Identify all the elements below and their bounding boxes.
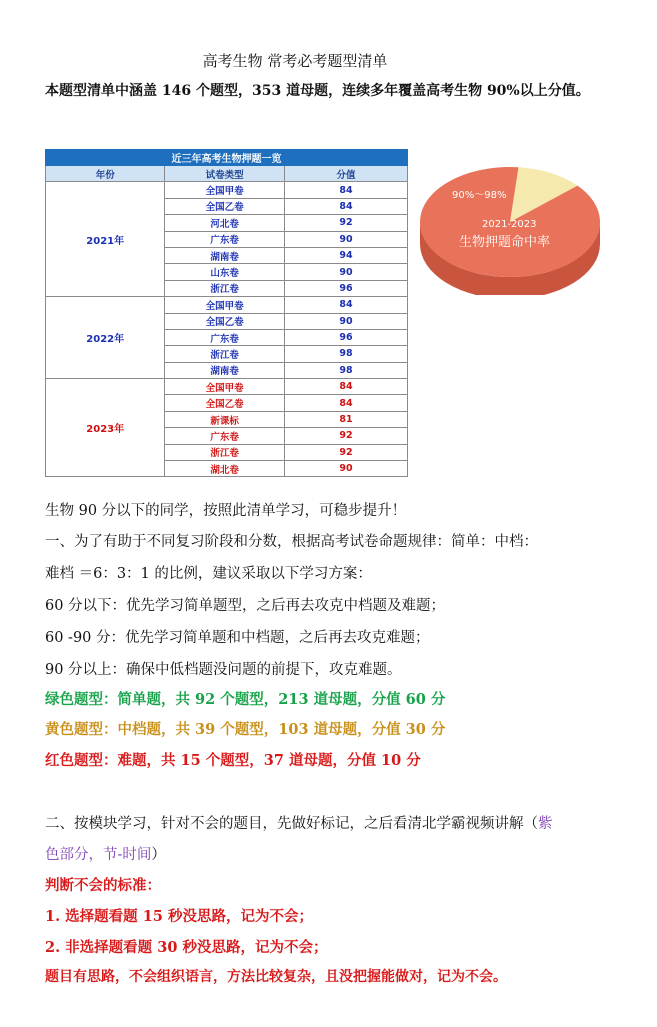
paper-type-cell: 新课标	[165, 411, 284, 427]
line-criteria-3: 题目有思路，不会组织语言，方法比较复杂，且没把握能做对，记为不会。	[45, 969, 507, 985]
intro-text: 本题型清单中涵盖 146 个题型，353 道母题，连续多年覆盖高考生物 90%以上分值。	[45, 83, 590, 99]
table-row	[46, 182, 408, 198]
paper-type-cell: 全国甲卷	[165, 379, 284, 395]
header-paper-type: 试卷类型	[165, 166, 284, 182]
line-strategy-2: 难档 ＝6：3：1 的比例，建议采取以下学习方案：	[45, 566, 372, 582]
score-cell: 98	[284, 346, 407, 362]
line-module-1	[45, 812, 553, 833]
line-green-type: 绿色题型：简单题，共 92 个题型，213 道母题，分值 60 分	[45, 691, 446, 708]
line-strategy-1: 一、为了有助于不同复习阶段和分数，根据高考试卷命题规律：简单：中档：	[45, 534, 538, 550]
score-table	[45, 149, 408, 477]
paper-type-cell: 浙江卷	[165, 444, 284, 460]
table-caption: 近三年高考生物押题一览	[46, 150, 408, 166]
paper-type-cell: 全国乙卷	[165, 198, 284, 214]
line-criteria-title: 判断不会的标准：	[45, 877, 161, 894]
year-cell: 2022年	[46, 297, 165, 379]
score-cell: 84	[284, 297, 407, 313]
score-cell: 90	[284, 313, 407, 329]
score-cell: 81	[284, 411, 407, 427]
module-purple: 紫	[538, 816, 553, 832]
line-below-60: 60 分以下：优先学习简单题型，之后再去攻克中档题及难题；	[45, 598, 446, 614]
line-encourage: 生物 90 分以下的同学，按照此清单学习，可稳步提升！	[45, 503, 407, 519]
score-cell: 94	[284, 247, 407, 263]
header-score: 分值	[284, 166, 407, 182]
module-text: 二、按模块学习，针对不会的题目，先做好标记，之后看清北学霸视频讲解（	[45, 816, 538, 832]
score-cell: 96	[284, 329, 407, 345]
header-year: 年份	[46, 166, 165, 182]
table-row	[46, 379, 408, 395]
year-cell: 2021年	[46, 182, 165, 297]
line-criteria-2: 2. 非选择题看题 30 秒没思路，记为不会；	[45, 939, 328, 956]
score-cell: 90	[284, 264, 407, 280]
paper-type-cell: 全国乙卷	[165, 313, 284, 329]
score-cell: 92	[284, 444, 407, 460]
module-close-paren: ）	[151, 847, 166, 863]
pie-label-text: 生物押题命中率	[459, 235, 551, 250]
line-module-2	[45, 843, 166, 864]
paper-type-cell: 湖南卷	[165, 247, 284, 263]
score-cell: 90	[284, 231, 407, 247]
hit-rate-pie-chart	[410, 160, 610, 295]
pie-range-label: 90%～98%	[452, 190, 507, 201]
pie-label-years: 2021-2023	[482, 219, 537, 230]
line-yellow-type: 黄色题型：中档题，共 39 个题型，103 道母题，分值 30 分	[45, 721, 446, 738]
paper-type-cell: 湖南卷	[165, 362, 284, 378]
page-title: 高考生物 常考必考题型清单	[202, 52, 388, 70]
score-cell: 92	[284, 215, 407, 231]
paper-type-cell: 全国乙卷	[165, 395, 284, 411]
line-criteria-1: 1. 选择题看题 15 秒没思路，记为不会；	[45, 908, 313, 925]
score-cell: 84	[284, 379, 407, 395]
year-cell: 2023年	[46, 379, 165, 477]
line-60-90: 60 -90 分：优先学习简单题和中档题，之后再去攻克难题；	[45, 630, 430, 646]
paper-type-cell: 河北卷	[165, 215, 284, 231]
paper-type-cell: 湖北卷	[165, 461, 284, 477]
paper-type-cell: 山东卷	[165, 264, 284, 280]
score-cell: 84	[284, 198, 407, 214]
score-cell: 92	[284, 428, 407, 444]
score-cell: 96	[284, 280, 407, 296]
score-cell: 84	[284, 182, 407, 198]
module-purple-2: 色部分，节-时间	[45, 847, 152, 863]
table-row	[46, 297, 408, 313]
paper-type-cell: 广东卷	[165, 329, 284, 345]
paper-type-cell: 全国甲卷	[165, 297, 284, 313]
line-above-90: 90 分以上：确保中低档题没问题的前提下，攻克难题。	[45, 662, 402, 678]
paper-type-cell: 广东卷	[165, 231, 284, 247]
score-cell: 90	[284, 461, 407, 477]
paper-type-cell: 浙江卷	[165, 280, 284, 296]
paper-type-cell: 全国甲卷	[165, 182, 284, 198]
paper-type-cell: 浙江卷	[165, 346, 284, 362]
paper-type-cell: 广东卷	[165, 428, 284, 444]
score-cell: 98	[284, 362, 407, 378]
score-cell: 84	[284, 395, 407, 411]
line-red-type: 红色题型：难题，共 15 个题型，37 道母题，分值 10 分	[45, 752, 421, 769]
